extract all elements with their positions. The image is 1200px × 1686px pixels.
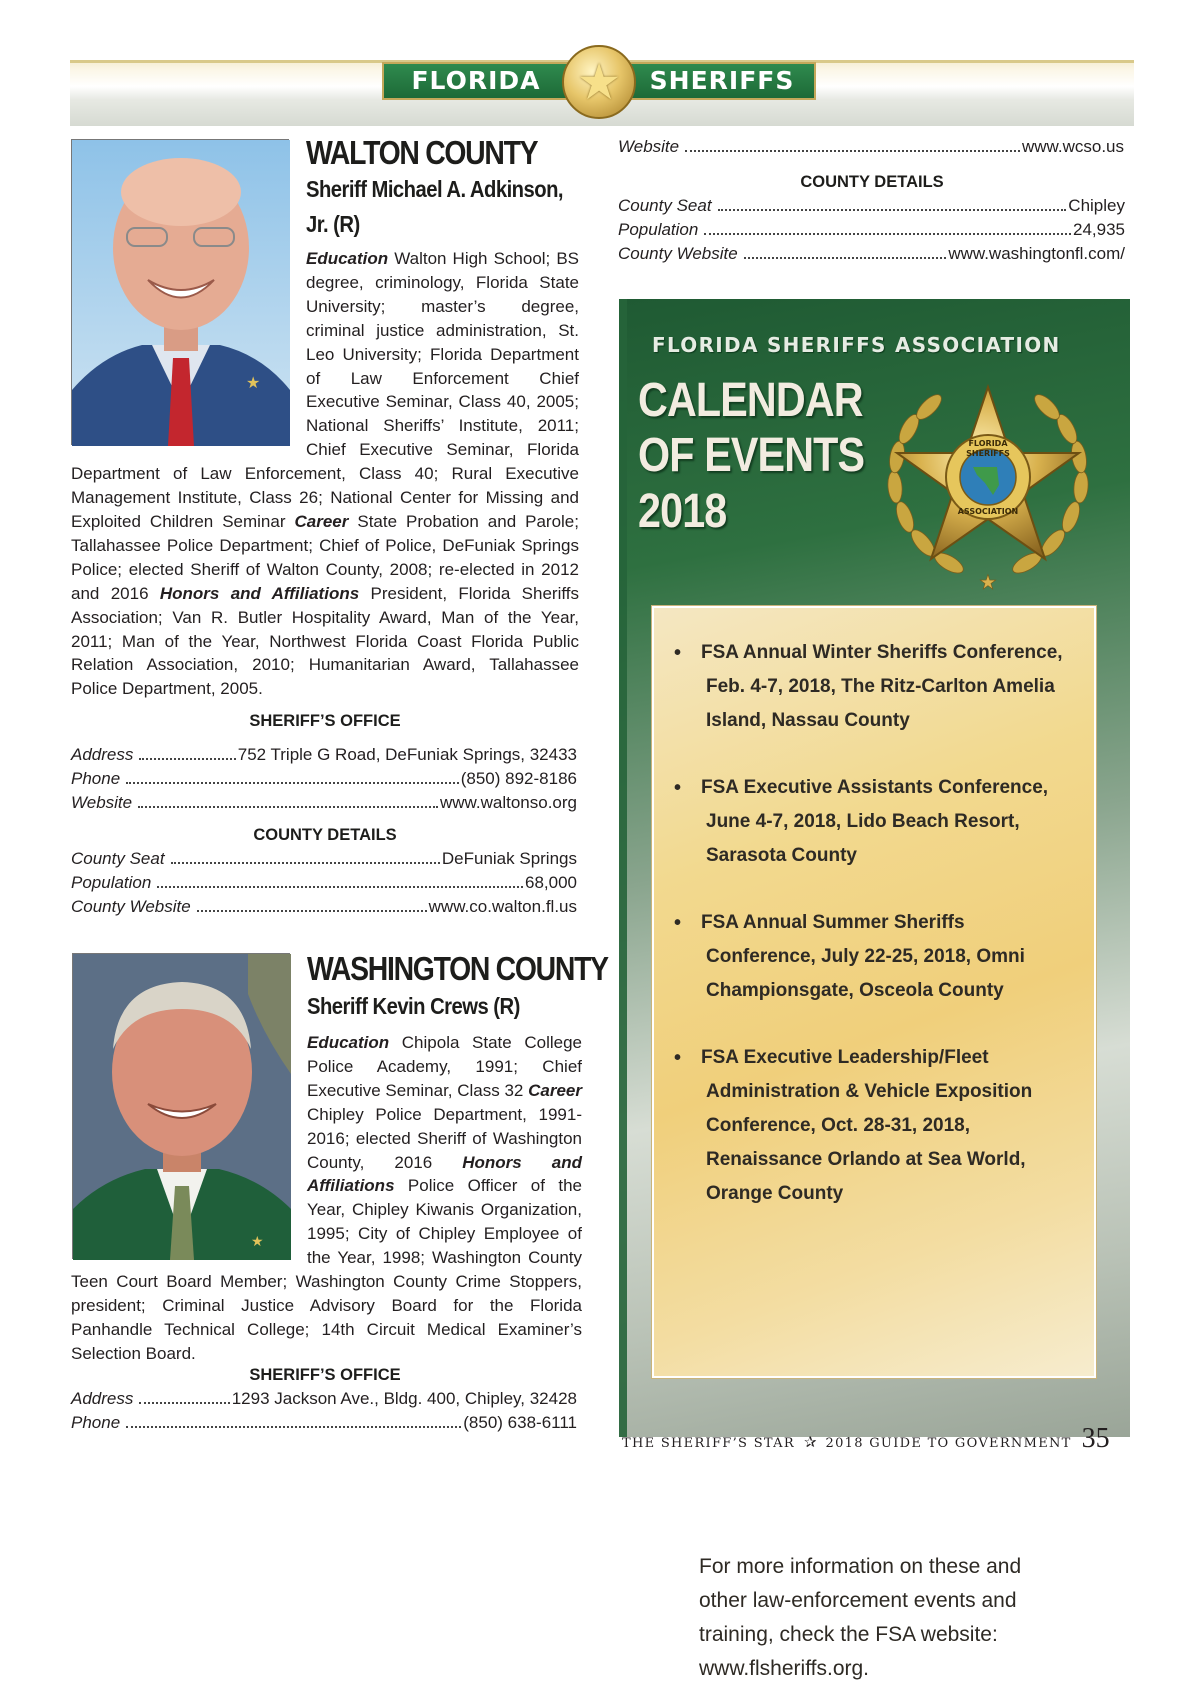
badge-text-bottom: ASSOCIATION [957, 507, 1019, 516]
walton-county-title: WALTON COUNTY [306, 134, 538, 171]
svg-text:★: ★ [246, 375, 261, 392]
washington-career-text: Chipley Police Department, 1991-2016; elected Sheriff of Washington County, 2016 [307, 1104, 582, 1172]
washington-population-row: Population 24,935 [618, 220, 1125, 239]
walton-phone-row: Phone (850) 892-8186 [71, 769, 577, 788]
event-line: FSA Executive Assistants Conference, [701, 777, 1049, 798]
star-outline-icon: ✰ [803, 1434, 817, 1451]
walton-website-row[interactable]: Website www.waltonso.org [71, 793, 577, 812]
washington-sheriff-name: Sheriff Kevin Crews (R) [307, 993, 520, 1019]
washington-county-website-link[interactable]: www.washingtonfl.com/ [948, 244, 1125, 263]
bullet-icon: • [674, 912, 682, 934]
washington-education-label: Education [307, 1033, 390, 1052]
washington-bio [71, 1031, 582, 1366]
event-line: Championsgate, Osceola County [706, 980, 1004, 1001]
event-line: Conference, Oct. 28-31, 2018, [706, 1115, 971, 1136]
page-number: 35 [1081, 1423, 1110, 1454]
walton-address-row: Address 752 Triple G Road, DeFuniak Springs, 32433 [71, 745, 577, 764]
walton-career-label: Career [294, 511, 349, 531]
washington-office-heading: SHERIFF’S OFFICE [249, 1366, 401, 1384]
event-line: FSA Executive Leadership/Fleet [701, 1047, 989, 1068]
star-icon: ★ [562, 45, 636, 119]
event-item [674, 906, 1091, 1008]
washington-phone-row: Phone (850) 638-6111 [71, 1413, 577, 1432]
washington-address-row: Address 1293 Jackson Ave., Bldg. 400, Chipley, 32428 [71, 1389, 577, 1408]
event-item [674, 636, 1091, 738]
svg-text:★: ★ [251, 1233, 264, 1249]
badge-text-top: FLORIDA [968, 439, 1008, 448]
footer-publication: THE SHERIFF’S STAR [622, 1436, 795, 1451]
walton-bio [71, 247, 579, 701]
walton-honors-label: Honors and Affiliations [159, 583, 360, 603]
washington-website-row[interactable]: Website www.wcso.us [618, 137, 1124, 156]
header-florida: FLORIDA [382, 62, 570, 100]
calendar-org-title: FLORIDA SHERIFFS ASSOCIATION [652, 333, 1061, 357]
washington-career-label: Career [528, 1080, 582, 1100]
washington-website-link[interactable]: www.wcso.us [1021, 137, 1124, 156]
washington-bio-spacer [71, 1031, 307, 1269]
walton-sheriff-suffix: Jr. (R) [306, 211, 360, 237]
washington-honors-label: Honors and Affiliations [307, 1152, 582, 1196]
washington-details-heading: COUNTY DETAILS [800, 173, 944, 191]
walton-website-link[interactable]: www.waltonso.org [439, 793, 577, 812]
bullet-icon: • [674, 642, 682, 664]
event-line: FSA Annual Summer Sheriffs [701, 912, 965, 933]
badge-text-mid: SHERIFFS [966, 449, 1010, 458]
calendar-edge [619, 299, 627, 1437]
event-line: FSA Annual Winter Sheriffs Conference, [701, 642, 1063, 663]
calendar-title-line-3: 2018 [638, 485, 727, 538]
walton-county-website-row[interactable]: County Website www.co.walton.fl.us [71, 897, 577, 916]
walton-career-text: State Probation and Parole; Tallahassee Police Department; Chief of Police, DeFuniak Springs Police; elected Sheriff of Walton County, 2008; re-elected in 2012 and 2016 [71, 511, 579, 603]
sheriff-badge-icon [873, 367, 1103, 597]
footer-guide: 2018 GUIDE TO GOVERNMENT [825, 1436, 1072, 1451]
washington-education-text: Chipola State College Police Academy, 1991; Chief Executive Seminar, Class 32 [307, 1033, 582, 1100]
event-line: Administration & Vehicle Exposition [706, 1081, 1033, 1102]
bullet-icon: • [674, 1047, 682, 1069]
event-item [674, 1041, 1091, 1211]
walton-education-text: Walton High School; BS degree, criminology, Florida State University; master’s degree, criminal justice administration, St. Leo University; Florida Department of Law Enforcement Chief Executive Seminar, Class 40, 2005; National Sheriffs’ Institute, 2011; Chief Executive Seminar, Florida Department of Law Enforcement, Class 40; Rural Executive Management Institute, Class 26; National Center for Missing and Exploited Children Seminar [71, 249, 579, 531]
header-sheriffs: SHERIFFS [628, 62, 816, 100]
walton-county-website-link[interactable]: www.co.walton.fl.us [428, 897, 577, 916]
walton-details-heading: COUNTY DETAILS [253, 826, 397, 844]
washington-county-title: WASHINGTON COUNTY [307, 950, 608, 987]
event-line: Conference, July 22-25, 2018, Omni [706, 946, 1025, 967]
walton-honors-text: President, Florida Sheriffs Association; Van R. Butler Hospitality Award, Man of the Year, 2011; Man of the Year, Northwest Florida Coast Florida Public Relation Association, 2010; Humanitarian Award, Tallahassee Police Department, 2005. [71, 583, 580, 699]
event-item [674, 771, 1091, 873]
event-line: Orange County [706, 1183, 844, 1204]
washington-county-website-row[interactable]: County Website www.washingtonfl.com/ [618, 244, 1125, 263]
page-footer [622, 1423, 1110, 1463]
walton-population-row: Population 68,000 [71, 873, 577, 892]
walton-county-seat-row: County Seat DeFuniak Springs [71, 849, 577, 868]
events-more-info: For more information on these and other law-enforcement events and training, check the FSA website: www.flsheriffs.org. [699, 1550, 1099, 1686]
bullet-icon: • [674, 777, 682, 799]
svg-text:★: ★ [979, 572, 997, 594]
event-line: Renaissance Orlando at Sea World, [706, 1149, 1026, 1170]
walton-bio-spacer [71, 247, 306, 462]
washington-county-seat-row: County Seat Chipley [618, 196, 1125, 215]
walton-sheriff-name: Sheriff Michael A. Adkinson, [306, 176, 564, 202]
event-line: Island, Nassau County [706, 710, 910, 731]
calendar-title-line-2: OF EVENTS [638, 429, 865, 482]
event-line: Sarasota County [706, 845, 857, 866]
washington-honors-text: Police Officer of the Year, Chipley Kiwanis Organization, 1995; City of Chipley Employee of the Year, 1998; Washington County Teen Court Board Member; Washington County Crime Stoppers, president; Criminal Justice Advisory Board for the Florida Panhandle Technical College; 14th Circuit Medical Examiner’s Selection Board. [71, 1176, 582, 1363]
event-line: Feb. 4-7, 2018, The Ritz-Carlton Amelia [706, 676, 1055, 697]
fsa-website-link[interactable]: www.flsheriffs.org. [699, 1657, 869, 1680]
calendar-title-line-1: CALENDAR [638, 374, 863, 427]
event-line: June 4-7, 2018, Lido Beach Resort, [706, 811, 1020, 832]
walton-education-label: Education [306, 249, 389, 268]
walton-office-heading: SHERIFF’S OFFICE [249, 712, 401, 730]
